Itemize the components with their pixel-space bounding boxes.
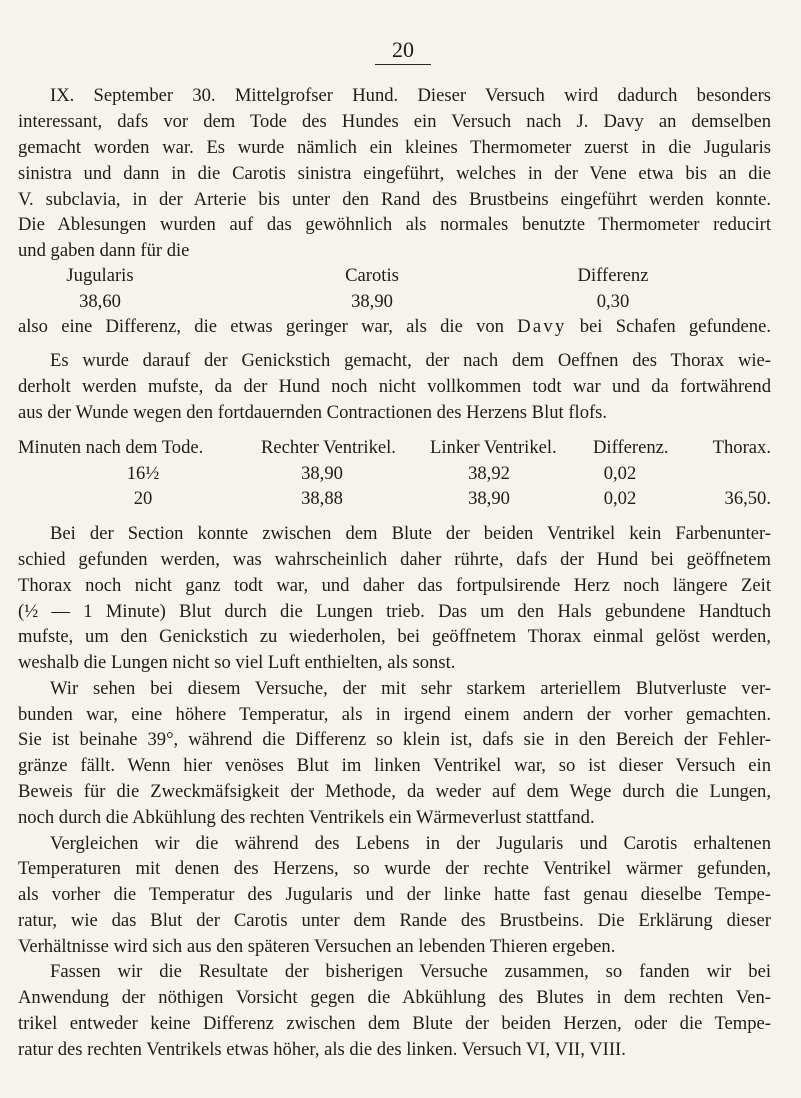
table-cell: 20 [133, 488, 153, 509]
text-line: noch durch die Abkühlung des rechten Ventrikels ein Wärmeverlust stattfand. [18, 807, 595, 828]
text-line: Temperaturen mit denen des Herzens, so wurde der rechte Ventrikel wärmer gefunden, [18, 858, 771, 879]
text-line: weshalb die Lungen nicht so viel Luft enthielten, als sonst. [18, 652, 456, 673]
table-header: Differenz [577, 265, 649, 286]
text-line: gränze fällt. Wenn hier venöses Blut im linken Ventrikel war, so ist dieser Versuch ein [18, 755, 771, 776]
table-cell: 38,90 [468, 488, 510, 509]
table-cell: 0,02 [603, 463, 637, 484]
text-line: Anwendung der nöthigen Vorsicht gegen die Abkühlung des Blutes in dem rechten Ven- [18, 987, 771, 1008]
text-line: sinistra und dann in die Carotis sinistra eingeführt, welches in der Vene etwa bis an die [18, 163, 771, 184]
text-line: Vergleichen wir die während des Lebens in der Jugularis und Carotis erhaltenen [50, 833, 771, 854]
text-line: (½ — 1 Minute) Blut durch die Lungen trieb. Das um den Hals gebundene Handtuch [18, 601, 771, 622]
text-line: mufste, um den Genickstich zu wiederholen, bei geöffnetem Thorax einmal gelöst werden, [18, 626, 771, 647]
text-line: Bei der Section konnte zwischen dem Blute der beiden Ventrikel kein Farbenunter- [50, 523, 771, 544]
text-line: trikel entweder keine Differenz zwischen dem Blute der beiden Herzen, oder die Tempe- [18, 1013, 771, 1034]
author-name: Davy [517, 316, 567, 337]
text-line: Es wurde darauf der Genickstich gemacht, der nach dem Oeffnen des Thorax wie- [50, 350, 771, 371]
text-line: Sie ist beinahe 39°, während die Differenz so klein ist, dafs sie in den Bereich der Fehler- [18, 729, 771, 750]
text-line: IX. September 30. Mittelgrofser Hund. Dieser Versuch wird dadurch besonders [50, 85, 771, 106]
text-line [18, 315, 771, 339]
text-line: V. subclavia, in der Arterie bis unter den Rand des Brustbeins eingeführt werden konnte. [18, 189, 771, 210]
text-line: Beweis für die Zweckmäfsigkeit der Methode, da weder auf dem Wege durch die Lungen, [18, 781, 771, 802]
text-line: als vorher die Temperatur des Jugularis und der linke hatte fast genau dieselbe Tempe- [18, 884, 771, 905]
text-line: Wir sehen bei diesem Versuche, der mit sehr starkem arteriellem Blutverluste ver- [50, 678, 771, 699]
text-span: bei Schafen gefundene. [566, 316, 771, 337]
table-header: Differenz. [593, 437, 669, 458]
table-cell: 36,50. [724, 488, 771, 509]
table-cell: 38,90 [351, 291, 393, 312]
text-line: Thorax noch nicht ganz todt war, und daher das fortpulsirende Herz noch längere Zeit [18, 575, 771, 596]
table-cell: 38,88 [301, 488, 343, 509]
page-number: 20 [392, 37, 414, 62]
table-cell: 0,02 [603, 488, 637, 509]
text-line: derholt werden mufste, da der Hund noch nicht vollkommen todt war und da fortwährend [18, 376, 771, 397]
text-line: interessant, dafs vor dem Tode des Hundes ein Versuch nach J. Davy an demselben [18, 111, 771, 132]
table-header: Minuten nach dem Tode. [18, 437, 204, 458]
text-line: und gaben dann für die [18, 240, 190, 261]
page-number-rule [375, 64, 431, 65]
text-line: Fassen wir die Resultate der bisherigen Versuche zusammen, so fanden wir bei [50, 961, 771, 982]
text-line: aus der Wunde wegen den fortdauernden Contractionen des Herzens Blut flofs. [18, 402, 608, 423]
table-header: Thorax. [712, 437, 771, 458]
text-line: ratur, wie das Blut der Carotis unter dem Rande des Brustbeins. Die Erklärung dieser [18, 910, 771, 931]
text-line: schied gefunden werden, was wahrscheinlich daher rührte, dafs der Hund bei geöffnetem [18, 549, 771, 570]
table-cell: 38,60 [79, 291, 121, 312]
text-line: Verhältnisse wird sich aus den späteren Versuchen an lebenden Thieren ergeben. [18, 936, 616, 957]
table-header: Linker Ventrikel. [430, 437, 557, 458]
table-cell: 16½ [126, 463, 160, 484]
text-line: bunden war, eine höhere Temperatur, als in irgend einem andern der vorher gemachten. [18, 704, 771, 725]
table-header: Jugularis [66, 265, 134, 286]
table-cell: 38,90 [301, 463, 343, 484]
text-span: also eine Differenz, die etwas geringer war, als die von [18, 316, 518, 337]
table-header: Rechter Ventrikel. [261, 437, 396, 458]
table-header: Carotis [345, 265, 399, 286]
text-line: Die Ablesungen wurden auf das gewöhnlich als normales benutzte Thermometer reducirt [18, 214, 771, 235]
table-cell: 38,92 [468, 463, 510, 484]
text-line: gemacht worden war. Es wurde nämlich ein kleines Thermometer zuerst in die Jugularis [18, 137, 771, 158]
text-line: ratur des rechten Ventrikels etwas höher, als die des linken. Versuch VI, VII, VIII. [18, 1039, 626, 1060]
table-cell: 0,30 [596, 291, 630, 312]
